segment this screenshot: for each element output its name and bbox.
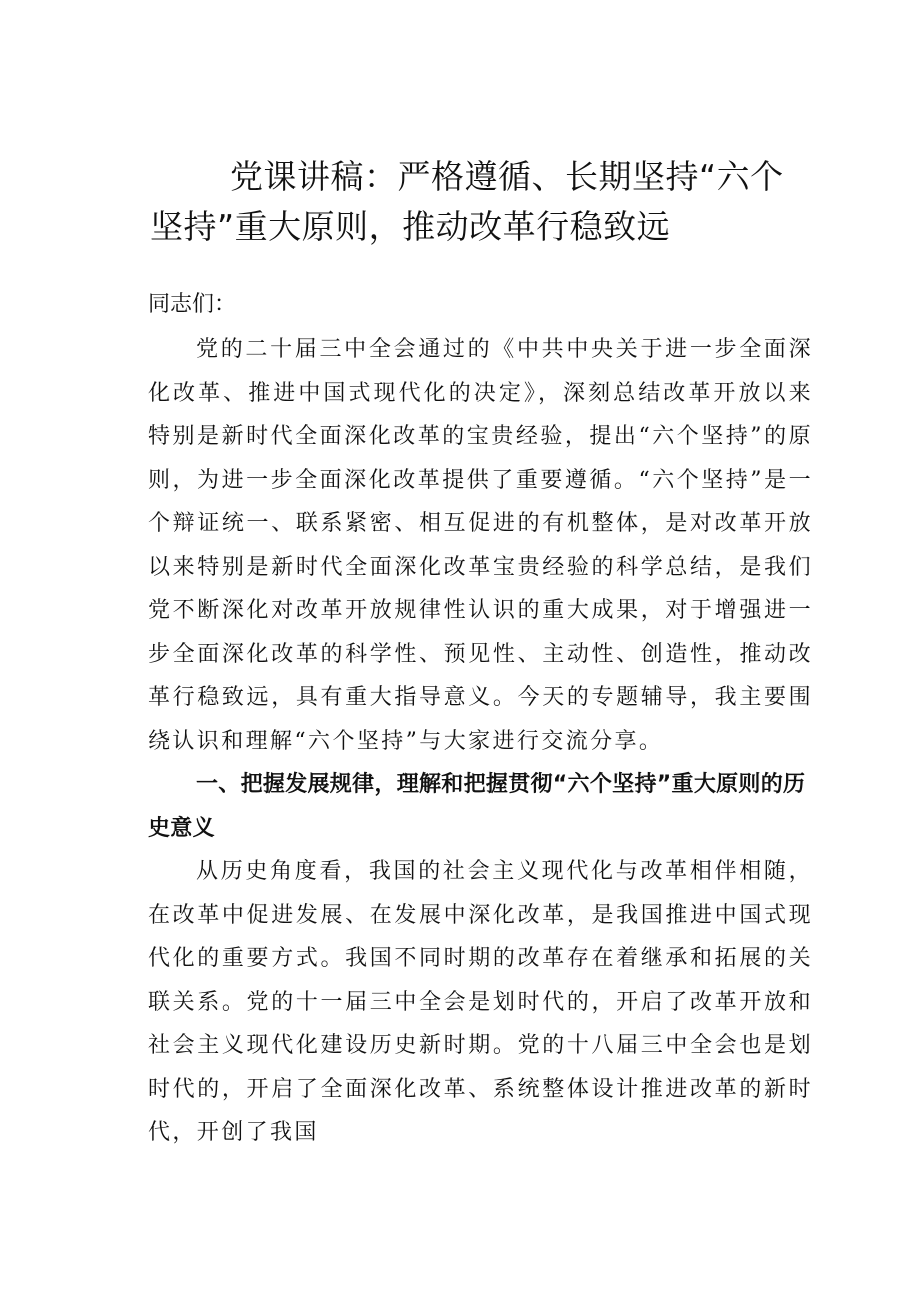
- document-title-text: 党课讲稿：严格遵循、长期坚持“六个坚持”重大原则，推动改革行稳致远: [150, 157, 784, 246]
- paragraph-history: 从历史角度看，我国的社会主义现代化与改革相伴相随，在改革中促进发展、在发展中深化改革，是我国推进中国式现代化的重要方式。我国不同时期的改革存在着继承和拓展的关联关系。党的十一届三中全会是划时代的，开启了改革开放和社会主义现代化建设历史新时期。党的十八届三中全会也是划时代的，开启了全面深化改革、系统整体设计推进改革的新时代，开创了我国: [148, 859, 813, 1145]
- salutation: 同志们：: [148, 292, 237, 317]
- section-heading: 一、把握发展规律，理解和把握贯彻“六个坚持”重大原则的历史意义: [148, 772, 806, 841]
- paragraph-intro: 党的二十届三中全会通过的《中共中央关于进一步全面深化改革、推进中国式现代化的决定》，深刻总结改革开放以来特别是新时代全面深化改革的宝贵经验，提出“六个坚持”的原则，为进一步全面深化改革提供了重要遵循。“六个坚持”是一个辩证统一、联系紧密、相互促进的有机整体，是对改革开放以来特别是新时代全面深化改革宝贵经验的科学总结，是我们党不断深化对改革开放规律性认识的重大成果，对于增强进一步全面深化改革的科学性、预见性、主动性、创造性，推动改革行稳致远，具有重大指导意义。今天的专题辅导，我主要围绕认识和理解“六个坚持”与大家进行交流分享。: [148, 337, 813, 754]
- document-title: [150, 152, 810, 252]
